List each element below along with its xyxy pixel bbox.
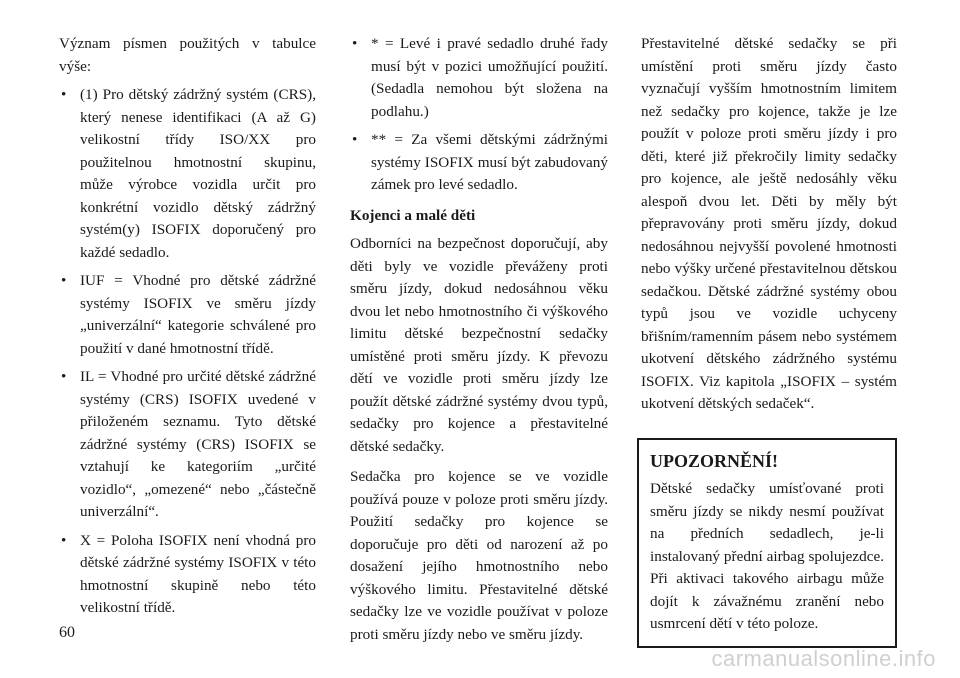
list-item: • (1) Pro dětský zádržný systém (CRS), který nenese identifikaci (A až G) velikostní třídy ISO/XX pro použitelnou hmotnostní skupinu, může výrobce vozidla určit pro konkrétní vozidlo dětský zádržný systém(y) ISOFIX doporučený pro každé sedadlo. — [59, 84, 316, 264]
legend-list — [59, 84, 316, 620]
warning-text: Dětské sedačky umísťované proti směru jízdy se nikdy nesmí používat na předních sedadlech, je-li instalovaný přední airbag spolujezdce. Při aktivaci takového airbagu může dojít k závažnému zranění nebo usmrcení dětí v této poloze. — [650, 480, 884, 632]
warning-box — [637, 438, 897, 648]
section-heading: Kojenci a malé děti — [350, 206, 476, 224]
list-item: • * = Levé i pravé sedadlo druhé řady musí být v pozici umožňující použití. (Sedadla nemohou být složena na podlahu.) — [350, 33, 608, 123]
list-item: • X = Poloha ISOFIX není vhodná pro dětské zádržné systémy ISOFIX v této hmotnostní skupině nebo této velikostní třídě. — [59, 530, 316, 620]
warning-title: UPOZORNĚNÍ! — [650, 450, 779, 471]
page-number: 60 — [59, 624, 75, 641]
notes-list — [350, 33, 608, 197]
list-item: • ** = Za všemi dětskými zádržnými systémy ISOFIX musí být zabudovaný zámek pro levé sedadlo. — [350, 129, 608, 197]
column-left — [59, 33, 316, 626]
column-middle — [350, 33, 608, 646]
paragraph: Sedačka pro kojence se ve vozidle používá pouze v poloze proti směru jízdy. Použití sedačky pro kojence se doporučuje pro děti od narození až po dosažení jejího hmotnostního nebo výškového limitu. Přestavitelné dětské sedačky lze ve vozidle používat v poloze proti směru jízdy nebo ve směru jízdy. — [350, 468, 608, 643]
paragraph: Přestavitelné dětské sedačky se při umístění proti směru jízdy často vyznačují vyšším hmotnostním limitem než sedačky pro kojence, takže je lze použít v poloze proti směru jízdy i pro děti, které již překročily limity sedačky pro kojence, ale ještě nedosáhly věku alespoň dvou let. Děti by měly být přepravovány proti směru jízdy, dokud nedosáhnou nejvyšší povolené hmotnosti nebo výšky určené přestavitelnou dětskou sedačkou. Dětské zádržné systémy obou typů jsou ve vozidle uchyceny břišním/ramenním pásem nebo systémem ukotvení dětského zádržného systému ISOFIX. Viz kapitola „ISOFIX – systém ukotvení dětských sedaček“. — [641, 35, 897, 412]
list-item: • IL = Vhodné pro určité dětské zádržné systémy (CRS) ISOFIX uvedené v přiloženém seznamu. Tyto dětské zádržné systémy (CRS) ISOFIX se vztahují ke kategoriím „určité vozidlo“, „omezené“ nebo „částečně univerzální“. — [59, 366, 316, 524]
intro-text: Význam písmen použitých v tabulce výše: — [59, 35, 316, 75]
list-item: • IUF = Vhodné pro dětské zádržné systémy ISOFIX ve směru jízdy „univerzální“ kategorie schválené pro použití v dané hmotnostní třídě. — [59, 270, 316, 360]
column-right — [641, 33, 897, 648]
watermark: carmanualsonline.info — [711, 646, 936, 671]
paragraph: Odborníci na bezpečnost doporučují, aby děti byly ve vozidle převáženy proti směru jízdy, dokud nedosáhnou věku dvou let nebo hmotnostního či výškového limitu dětské bezpečnostní sedačky umístěné proti směru jízdy. K převozu dětí ve vozidle proti směru jízdy lze použít dětské zádržné systémy dvou typů, sedačky pro kojence a přestavitelné dětské sedačky. — [350, 235, 608, 455]
